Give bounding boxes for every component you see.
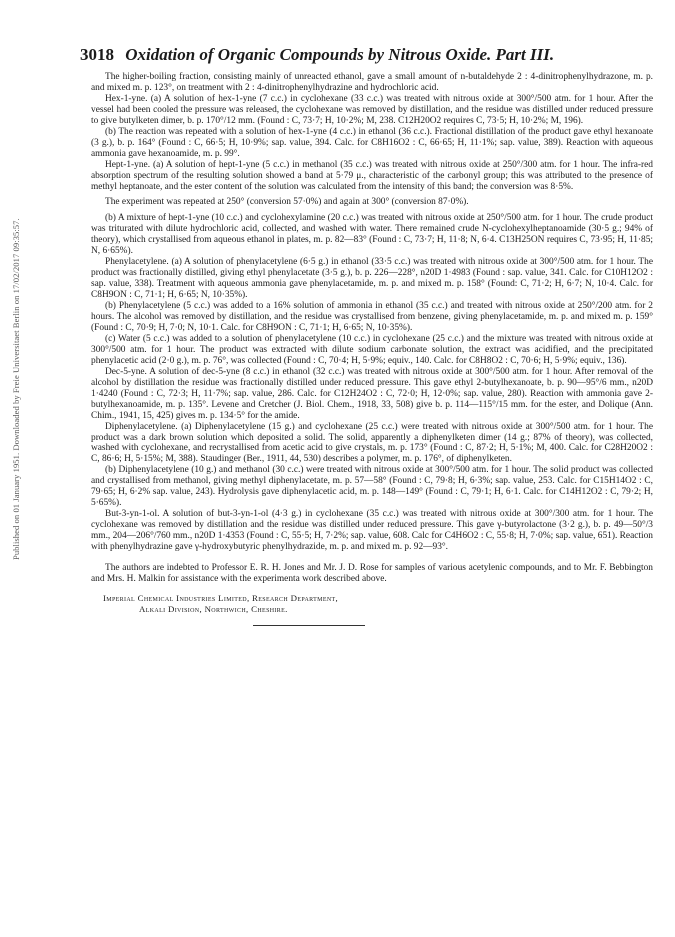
- end-rule: [253, 625, 365, 626]
- page-header: [80, 44, 640, 66]
- paragraph-decyne: Dec-5-yne. A solution of dec-5-yne (8 c.c.) in ethanol (32 c.c.) was treated with nitrous oxide at 300°/500 atm. for 1 hour. After removal of the alcohol by distillation the residue was fractionally distilled under reduced pressure. This gave ethyl 2-butylhexanoate, b. p. 90—95°/6 mm., n20D 1·4240 (Found : C, 72·3; H, 11·7%; sap. value, 286. Calc. for C12H24O2 : C, 72·0; H, 12·0%; sap. value, 280). Reaction with ammonia gave 2-butylhexanoamide, m. p. 135°. Levene and Cretcher (J. Biol. Chem., 1918, 33, 508) give b. p. 114—115°/15 mm. for the ester, and Dolique (Ann. Chim., 1941, 15, 425) gives m. p. 134·5° for the amide.: [91, 366, 653, 421]
- paragraph-heptyne-a: Hept-1-yne. (a) A solution of hept-1-yne (5 c.c.) in methanol (35 c.c.) was treated with nitrous oxide at 250°/300 atm. for 1 hour. The infra-red absorption spectrum of the resulting solution showed a band at 5·79 μ., characteristic of the carbonyl group; this was attributed to the presence of methyl heptanoate, and the ester content of the solution was calculated from the intensity of this band; the conversion was 8·5%.: [91, 159, 653, 192]
- paragraph-diphenylacetylene-b: (b) Diphenylacetylene (10 g.) and methanol (30 c.c.) were treated with nitrous oxide at 300°/500 atm. for 1 hour. The solid product was collected and crystallised from methanol, giving methyl diphenylacetate, m. p. 57—58° (Found : C, 79·8; H, 6·3%; sap. value, 253. Calc. for C15H14O2 : C, 79·65; H, 6·2% sap. value, 243). Hydrolysis gave diphenylacetic acid, m. p. 148—149° (Found : C, 79·1; H, 6·1. Calc. for C14H12O2 : C, 79·2; H, 5·65%).: [91, 465, 653, 509]
- paragraph-phenylacetylene-a: Phenylacetylene. (a) A solution of phenylacetylene (6·5 g.) in ethanol (33·5 c.c.) was treated with nitrous oxide at 300°/500 atm. for 1 hour. The product was fractionally distilled, giving ethyl phenylacetate (3·5 g.), b. p. 226—228°, n20D 1·4983 (Found : sap. value, 341. Calc. for C10H12O2 : sap. value, 338). Treatment with aqueous ammonia gave phenylacetamide, m. p. and mixed m. p. 158° (Found: C, 71·2; H, 6·7; N, 10·4. Calc. for C8H9ON : C, 71·1; H, 6·65; N, 10·35%).: [91, 257, 653, 301]
- download-sidebar: [0, 0, 24, 937]
- paragraph-hexyne-a: Hex-1-yne. (a) A solution of hex-1-yne (7 c.c.) in cyclohexane (33 c.c.) was treated with nitrous oxide at 300°/500 atm. for 1 hour. After the vessel had been cooled the pressure was released, the cyclohexane was removed by distillation, and the residue was distilled under reduced pressure to give butylketen dimer, b. p. 170°/12 mm. (Found : C, 73·7; H, 10·2%; M, 238. C12H20O2 requires C, 73·5; H, 10·2%; M, 196).: [91, 93, 653, 126]
- acknowledgement: The authors are indebted to Professor E. R. H. Jones and Mr. J. D. Rose for samples of various acetylenic compounds, and to Mr. F. Bebbington and Mrs. H. Malkin for assistance with the experimenta work described above.: [91, 562, 653, 584]
- page-number: 3018: [80, 45, 114, 64]
- paragraph-heptyne-b: (b) A mixture of hept-1-yne (10 c.c.) and cyclohexylamine (20 c.c.) was treated with nitrous oxide at 250°/500 atm. for 1 hour. The crude product was triturated with dilute hydrochloric acid, collected, and washed with water. There remained crude N-cyclohexylheptanoamide (30·5 g.; 94% of theory), which crystallised from aqueous ethanol in plates, m. p. 82—83° (Found : C, 73·7; H, 11·8; N, 6·4. C13H25ON requires C, 73·95; H, 11·85; N, 6·65%).: [91, 213, 653, 257]
- article-body: [91, 72, 653, 626]
- paragraph-diphenylacetylene-a: Diphenylacetylene. (a) Diphenylacetylene (15 g.) and cyclohexane (25 c.c.) were treated with nitrous oxide at 300°/500 atm. for 1 hour. The product was a dark brown solution which deposited a solid. The solid, apparently a diphenylketen dimer (14 g.; 87% of theory), was collected, washed with cyclohexane, and recrystallised from acetic acid to give crystals, m. p. 173° (Found : C, 87·2; H, 5·1%; M, 400. Calc. for C28H20O2 : C, 86·6; H, 5·15%; M, 388). Staudinger (Ber., 1911, 44, 530) describes a polymer, m. p. 176°, of diphenylketen.: [91, 421, 653, 465]
- paragraph-heptyne-repeat: The experiment was repeated at 250° (conversion 57·0%) and again at 300° (conversion 87·0%).: [105, 197, 469, 208]
- affiliation: [91, 593, 653, 615]
- download-note: Published on 01 January 1951. Downloaded by Freie Universitaet Berlin on 17/02/2017 09:35:57.: [11, 218, 21, 560]
- paragraph-phenylacetylene-c: (c) Water (5 c.c.) was added to a solution of phenylacetylene (10 c.c.) in cyclohexane (25 c.c.) and the mixture was treated with nitrous oxide at 300°/500 atm. for 1 hour. The product was extracted with dilute sodium carbonate solution, the extract was acidified, and the precipitated phenylacetic acid (2·0 g.), m. p. 76°, was collected (Found : C, 70·4; H, 5·9%; equiv., 140. Calc. for C8H8O2 : C, 70·6; H, 5·9%; equiv., 136).: [91, 333, 653, 366]
- paragraph-butynol: But-3-yn-1-ol. A solution of but-3-yn-1-ol (4·3 g.) in cyclohexane (35 c.c.) was treated with nitrous oxide at 300°/300 atm. for 1 hour. The cyclohexane was removed by distillation and the residue was distilled under reduced pressure. This gave γ-butyrolactone (3·2 g.), b. p. 49—50°/3 mm., 204—206°/760 mm., n20D 1·4353 (Found : C, 55·5; H, 7·2%; sap. value, 608. Calc for C4H6O2 : C, 55·8; H, 7·0%; sap. value, 651). Reaction with phenylhydrazine gave γ-hydroxybutyric phenylhydrazide, m. p. and mixed m. p. 92—93°.: [91, 509, 653, 553]
- paragraph-hexyne-b: (b) The reaction was repeated with a solution of hex-1-yne (4 c.c.) in ethanol (36 c.c.). Fractional distillation of the product gave ethyl hexanoate (3 g.), b. p. 164° (Found : C, 66·5; H, 10·9%; sap. value, 394. Calc. for C8H16O2 : C, 66·65; H, 11·1%; sap. value, 389). Reaction with aqueous ammonia gave hexanoamide, m. p. 99°.: [91, 126, 653, 159]
- running-title: Oxidation of Organic Compounds by Nitrous Oxide. Part III.: [125, 45, 555, 64]
- paragraph-phenylacetylene-b: (b) Phenylacetylene (5 c.c.) was added to a 16% solution of ammonia in ethanol (35 c.c.) and treated with nitrous oxide at 250°/200 atm. for 2 hours. The alcohol was removed by distillation, and the residue was crystallised from benzene, giving phenylacetamide, m. p. and mixed m. p. 159° (Found : C, 70·9; H, 7·0; N, 10·1. Calc. for C8H9ON : C, 71·1; H, 6·65; N, 10·35%).: [91, 301, 653, 333]
- affiliation-line-1: Imperial Chemical Industries Limited, Research Department,: [103, 592, 339, 603]
- affiliation-line-2: Alkali Division, Northwich, Cheshire.: [139, 603, 288, 614]
- paragraph-butaldehyde: The higher-boiling fraction, consisting mainly of unreacted ethanol, gave a small amount of n-butaldehyde 2 : 4-dinitrophenylhydrazone, m. p. and mixed m. p. 123°, on treatment with 2 : 4-dinitrophenylhydrazine and hydrochloric acid.: [91, 72, 653, 93]
